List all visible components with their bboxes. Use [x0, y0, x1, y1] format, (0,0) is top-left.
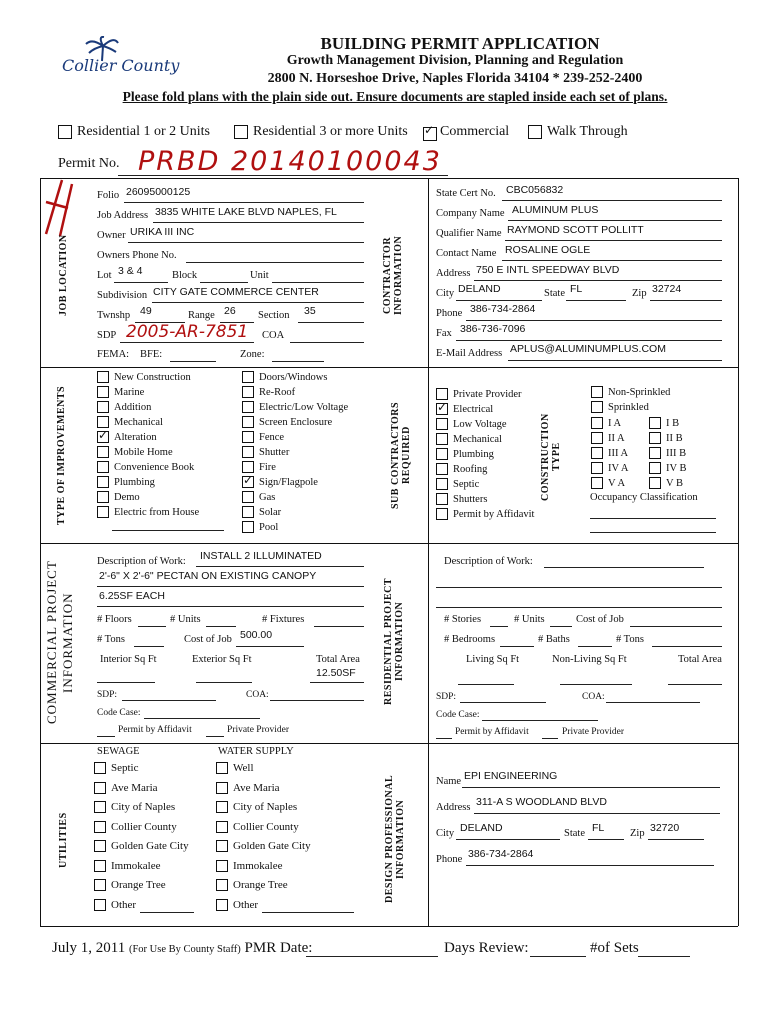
- sewage-heading: SEWAGE: [97, 746, 140, 757]
- permit-no-value[interactable]: PRBD 20140100043: [138, 146, 442, 177]
- sewage-septic[interactable]: Septic: [94, 762, 139, 774]
- improvement-pool[interactable]: Pool: [242, 521, 278, 533]
- sewage-golden-gate-city[interactable]: Golden Gate City: [94, 840, 189, 852]
- design-professional-label: DESIGN PROFESSIONAL INFORMATION: [384, 774, 406, 904]
- checkbox[interactable]: [97, 446, 109, 458]
- improvement-gas[interactable]: Gas: [242, 491, 275, 503]
- checkbox[interactable]: [216, 899, 228, 911]
- checkbox[interactable]: [242, 491, 254, 503]
- qualifier-value[interactable]: RAYMOND SCOTT POLLITT: [507, 224, 644, 236]
- permit-type-commercial[interactable]: ✓ Commercial: [424, 123, 510, 139]
- checkbox[interactable]: [97, 506, 109, 518]
- permit-type-walk-through[interactable]: Walk Through: [528, 124, 628, 140]
- construction-i-b[interactable]: I B: [649, 417, 679, 429]
- residential-project-label: RESIDENTIAL PROJECT INFORMATION: [383, 577, 405, 705]
- improvement-solar[interactable]: Solar: [242, 506, 281, 518]
- commercial-desc-line1[interactable]: INSTALL 2 ILLUMINATED: [200, 550, 322, 562]
- checkbox[interactable]: [242, 461, 254, 473]
- checkbox[interactable]: [242, 473, 254, 488]
- contractor-zip-value[interactable]: 32724: [652, 283, 682, 295]
- contractor-state-value[interactable]: FL: [570, 283, 583, 295]
- checkbox[interactable]: [216, 782, 228, 794]
- permit-type-residential-3plus[interactable]: Residential 3 or more Units: [234, 124, 408, 140]
- sewage-city-of-naples[interactable]: City of Naples: [94, 801, 175, 813]
- commercial-cost-value[interactable]: 500.00: [240, 629, 273, 641]
- sewage-orange-tree[interactable]: Orange Tree: [94, 879, 166, 891]
- checkbox[interactable]: [591, 462, 603, 474]
- checkbox[interactable]: [436, 388, 448, 400]
- checkbox[interactable]: [97, 461, 109, 473]
- subcontractor-electrical[interactable]: ✓ Electrical: [437, 400, 494, 415]
- improvement-electric-from-house[interactable]: Electric from House: [97, 506, 199, 518]
- contractor-fax-value[interactable]: 386-736-7096: [460, 323, 526, 335]
- subcontractor-private-provider[interactable]: Private Provider: [436, 388, 522, 400]
- division-line: Growth Management Division, Planning and Regulation: [286, 53, 624, 68]
- checkbox[interactable]: [649, 462, 661, 474]
- contractor-info-label: CONTRACTOR INFORMATION: [382, 235, 404, 315]
- design-zip-value[interactable]: 32720: [650, 822, 680, 834]
- sewage-collier-county[interactable]: Collier County: [94, 821, 177, 833]
- checkbox[interactable]: [97, 491, 109, 503]
- commercial-project-label: COMMERCIAL PROJECT INFORMATION: [44, 560, 75, 725]
- improvement-marine[interactable]: Marine: [97, 386, 144, 398]
- water-immokalee[interactable]: Immokalee: [216, 860, 282, 872]
- contractor-city-value[interactable]: DELAND: [458, 283, 501, 295]
- checkbox[interactable]: [94, 762, 106, 774]
- subcontractor-permit-by-affidavit[interactable]: Permit by Affidavit: [436, 508, 534, 520]
- checkbox[interactable]: [649, 447, 661, 459]
- checkbox[interactable]: [216, 821, 228, 833]
- contact-value[interactable]: ROSALINE OGLE: [505, 244, 591, 256]
- improvement-fence[interactable]: Fence: [242, 431, 284, 443]
- commercial-desc-line3[interactable]: 6.25SF EACH: [99, 590, 165, 602]
- checkbox[interactable]: [94, 840, 106, 852]
- footer-date: July 1, 2011 (For Use By County Staff) PMR Date:: [52, 940, 313, 956]
- checkbox[interactable]: [591, 417, 603, 429]
- checkbox[interactable]: [97, 401, 109, 413]
- design-phone-value[interactable]: 386-734-2864: [468, 848, 534, 860]
- lot-value[interactable]: 3 & 4: [118, 265, 143, 277]
- sprinkled-checkbox[interactable]: Sprinkled: [591, 401, 649, 413]
- improvement-mobile-home[interactable]: Mobile Home: [97, 446, 173, 458]
- water-supply-heading: WATER SUPPLY: [218, 746, 294, 757]
- contractor-email-value[interactable]: APLUS@ALUMINUMPLUS.COM: [510, 343, 666, 355]
- checkbox[interactable]: [97, 371, 109, 383]
- design-name-value[interactable]: EPI ENGINEERING: [464, 770, 558, 782]
- logo: [58, 40, 218, 80]
- company-value[interactable]: ALUMINUM PLUS: [512, 204, 599, 216]
- improvement-screen-enclosure[interactable]: Screen Enclosure: [242, 416, 332, 428]
- improvement-re-roof[interactable]: Re-Roof: [242, 386, 295, 398]
- checkmark-icon: ✓: [98, 428, 109, 442]
- design-address-value[interactable]: 311-A S WOODLAND BLVD: [476, 796, 607, 808]
- construction-v-b[interactable]: V B: [649, 477, 683, 489]
- water-ave-maria[interactable]: Ave Maria: [216, 782, 280, 794]
- state-cert-value[interactable]: CBC056832: [506, 184, 564, 196]
- improvement-sign-flagpole[interactable]: ✓ Sign/Flagpole: [243, 473, 318, 488]
- water-city-of-naples[interactable]: City of Naples: [216, 801, 297, 813]
- checkbox[interactable]: [242, 371, 254, 383]
- address-line: 2800 N. Horseshoe Drive, Naples Florida 34104 * 239-252-2400: [267, 71, 643, 86]
- checkbox[interactable]: [216, 860, 228, 872]
- construction-iii-b[interactable]: III B: [649, 447, 686, 459]
- checkbox[interactable]: [436, 418, 448, 430]
- checkbox[interactable]: [649, 432, 661, 444]
- logo-text: Collier County: [62, 56, 180, 75]
- checkbox[interactable]: [94, 899, 106, 911]
- checkbox[interactable]: [591, 447, 603, 459]
- checkbox[interactable]: [591, 477, 603, 489]
- checkbox[interactable]: [436, 508, 448, 520]
- range-value[interactable]: 26: [224, 305, 236, 317]
- improvement-new-construction[interactable]: New Construction: [97, 371, 191, 383]
- improvement-demo[interactable]: Demo: [97, 491, 140, 503]
- owner-value[interactable]: URIKA III INC: [130, 226, 195, 238]
- checkbox[interactable]: [242, 416, 254, 428]
- construction-type-label: CONSTRUCTION TYPE: [540, 413, 562, 501]
- instruction-line: Please fold plans with the plain side out. Ensure documents are stapled inside each set of plans.: [122, 89, 668, 104]
- construction-v-a[interactable]: V A: [591, 477, 625, 489]
- checkbox[interactable]: [436, 478, 448, 490]
- water-golden-gate-city[interactable]: Golden Gate City: [216, 840, 311, 852]
- twnshp-value[interactable]: 49: [140, 305, 152, 317]
- contractor-address-value[interactable]: 750 E INTL SPEEDWAY BLVD: [476, 264, 620, 276]
- improvement-doors-windows[interactable]: Doors/Windows: [242, 371, 327, 383]
- improvement-alteration[interactable]: ✓ Alteration: [98, 428, 157, 443]
- folio-value[interactable]: 26095000125: [126, 186, 191, 198]
- checkbox[interactable]: [97, 428, 109, 443]
- checkbox[interactable]: [436, 493, 448, 505]
- checkbox[interactable]: [94, 821, 106, 833]
- sewage-ave-maria[interactable]: Ave Maria: [94, 782, 158, 794]
- section-value[interactable]: 35: [304, 305, 316, 317]
- checkbox[interactable]: [216, 762, 228, 774]
- checkmark-icon: ✓: [243, 473, 254, 487]
- design-state-value[interactable]: FL: [592, 822, 605, 834]
- subcontractor-mechanical[interactable]: Mechanical: [436, 433, 502, 445]
- checkbox[interactable]: [242, 521, 254, 533]
- improvement-shutter[interactable]: Shutter: [242, 446, 289, 458]
- construction-ii-a[interactable]: II A: [591, 432, 625, 444]
- improvement-electric-low-voltage[interactable]: Electric/Low Voltage: [242, 401, 348, 413]
- contractor-phone-value[interactable]: 386-734-2864: [470, 303, 536, 315]
- construction-iv-b[interactable]: IV B: [649, 462, 687, 474]
- form-title: BUILDING PERMIT APPLICATION: [320, 34, 600, 53]
- utilities-label: UTILITIES: [58, 812, 69, 868]
- subcontractor-septic[interactable]: Septic: [436, 478, 479, 490]
- construction-i-a[interactable]: I A: [591, 417, 621, 429]
- sub-contractors-label: SUB CONTRACTORS REQUIRED: [390, 401, 412, 509]
- sets-label: #of Sets: [590, 940, 639, 956]
- permit-no-label: Permit No.: [58, 156, 120, 171]
- checkmark-icon: ✓: [424, 123, 435, 137]
- improvement-addition[interactable]: Addition: [97, 401, 151, 413]
- improvement-mechanical[interactable]: Mechanical: [97, 416, 163, 428]
- checkbox[interactable]: [242, 506, 254, 518]
- job-location-label: JOB LOCATION: [58, 234, 69, 316]
- commercial-desc-line2[interactable]: 2'-6" X 2'-6" PECTAN ON EXISTING CANOPY: [99, 570, 317, 582]
- design-city-value[interactable]: DELAND: [460, 822, 503, 834]
- checkbox[interactable]: [436, 433, 448, 445]
- checkbox[interactable]: [242, 386, 254, 398]
- non-sprinkled-checkbox[interactable]: Non-Sprinkled: [591, 386, 670, 398]
- commercial-total-area-value[interactable]: 12.50SF: [316, 667, 356, 679]
- checkbox[interactable]: [216, 801, 228, 813]
- checkbox[interactable]: [97, 386, 109, 398]
- checkbox[interactable]: [436, 463, 448, 475]
- checkbox[interactable]: [436, 448, 448, 460]
- improvement-convenience-book[interactable]: Convenience Book: [97, 461, 194, 473]
- permit-type-residential-1-2[interactable]: Residential 1 or 2 Units: [58, 124, 210, 140]
- checkbox[interactable]: [216, 840, 228, 852]
- checkbox[interactable]: [216, 879, 228, 891]
- occupancy-label: Occupancy Classification: [590, 492, 698, 503]
- construction-iv-a[interactable]: IV A: [591, 462, 629, 474]
- subcontractor-low-voltage[interactable]: Low Voltage: [436, 418, 507, 430]
- improvement-plumbing[interactable]: Plumbing: [97, 476, 155, 488]
- job-address-value[interactable]: 3835 WHITE LAKE BLVD NAPLES, FL: [155, 206, 337, 218]
- checkbox[interactable]: [94, 782, 106, 794]
- checkbox[interactable]: [94, 879, 106, 891]
- subdivision-value[interactable]: CITY GATE COMMERCE CENTER: [153, 286, 319, 298]
- checkbox[interactable]: [649, 417, 661, 429]
- improvement-fire[interactable]: Fire: [242, 461, 276, 473]
- subcontractor-roofing[interactable]: Roofing: [436, 463, 487, 475]
- construction-iii-a[interactable]: III A: [591, 447, 628, 459]
- checkbox[interactable]: [649, 477, 661, 489]
- checkmark-icon: ✓: [437, 400, 448, 414]
- checkbox[interactable]: [242, 446, 254, 458]
- water-orange-tree[interactable]: Orange Tree: [216, 879, 288, 891]
- subcontractor-plumbing[interactable]: Plumbing: [436, 448, 494, 460]
- sewage-other[interactable]: Other: [94, 899, 136, 911]
- checkbox[interactable]: [242, 401, 254, 413]
- checkbox[interactable]: [94, 860, 106, 872]
- water-collier-county[interactable]: Collier County: [216, 821, 299, 833]
- checkbox[interactable]: [242, 431, 254, 443]
- sdp-value[interactable]: 2005-AR-7851: [126, 322, 249, 342]
- sewage-immokalee[interactable]: Immokalee: [94, 860, 160, 872]
- checkbox[interactable]: [94, 801, 106, 813]
- subcontractor-shutters[interactable]: Shutters: [436, 493, 487, 505]
- days-review-label: Days Review:: [444, 940, 529, 956]
- checkbox[interactable]: [436, 400, 448, 415]
- water-well[interactable]: Well: [216, 762, 254, 774]
- checkbox[interactable]: [97, 476, 109, 488]
- water-other[interactable]: Other: [216, 899, 258, 911]
- checkbox[interactable]: [97, 416, 109, 428]
- checkbox[interactable]: [591, 432, 603, 444]
- improvements-label: TYPE OF IMPROVEMENTS: [56, 385, 67, 525]
- construction-ii-b[interactable]: II B: [649, 432, 683, 444]
